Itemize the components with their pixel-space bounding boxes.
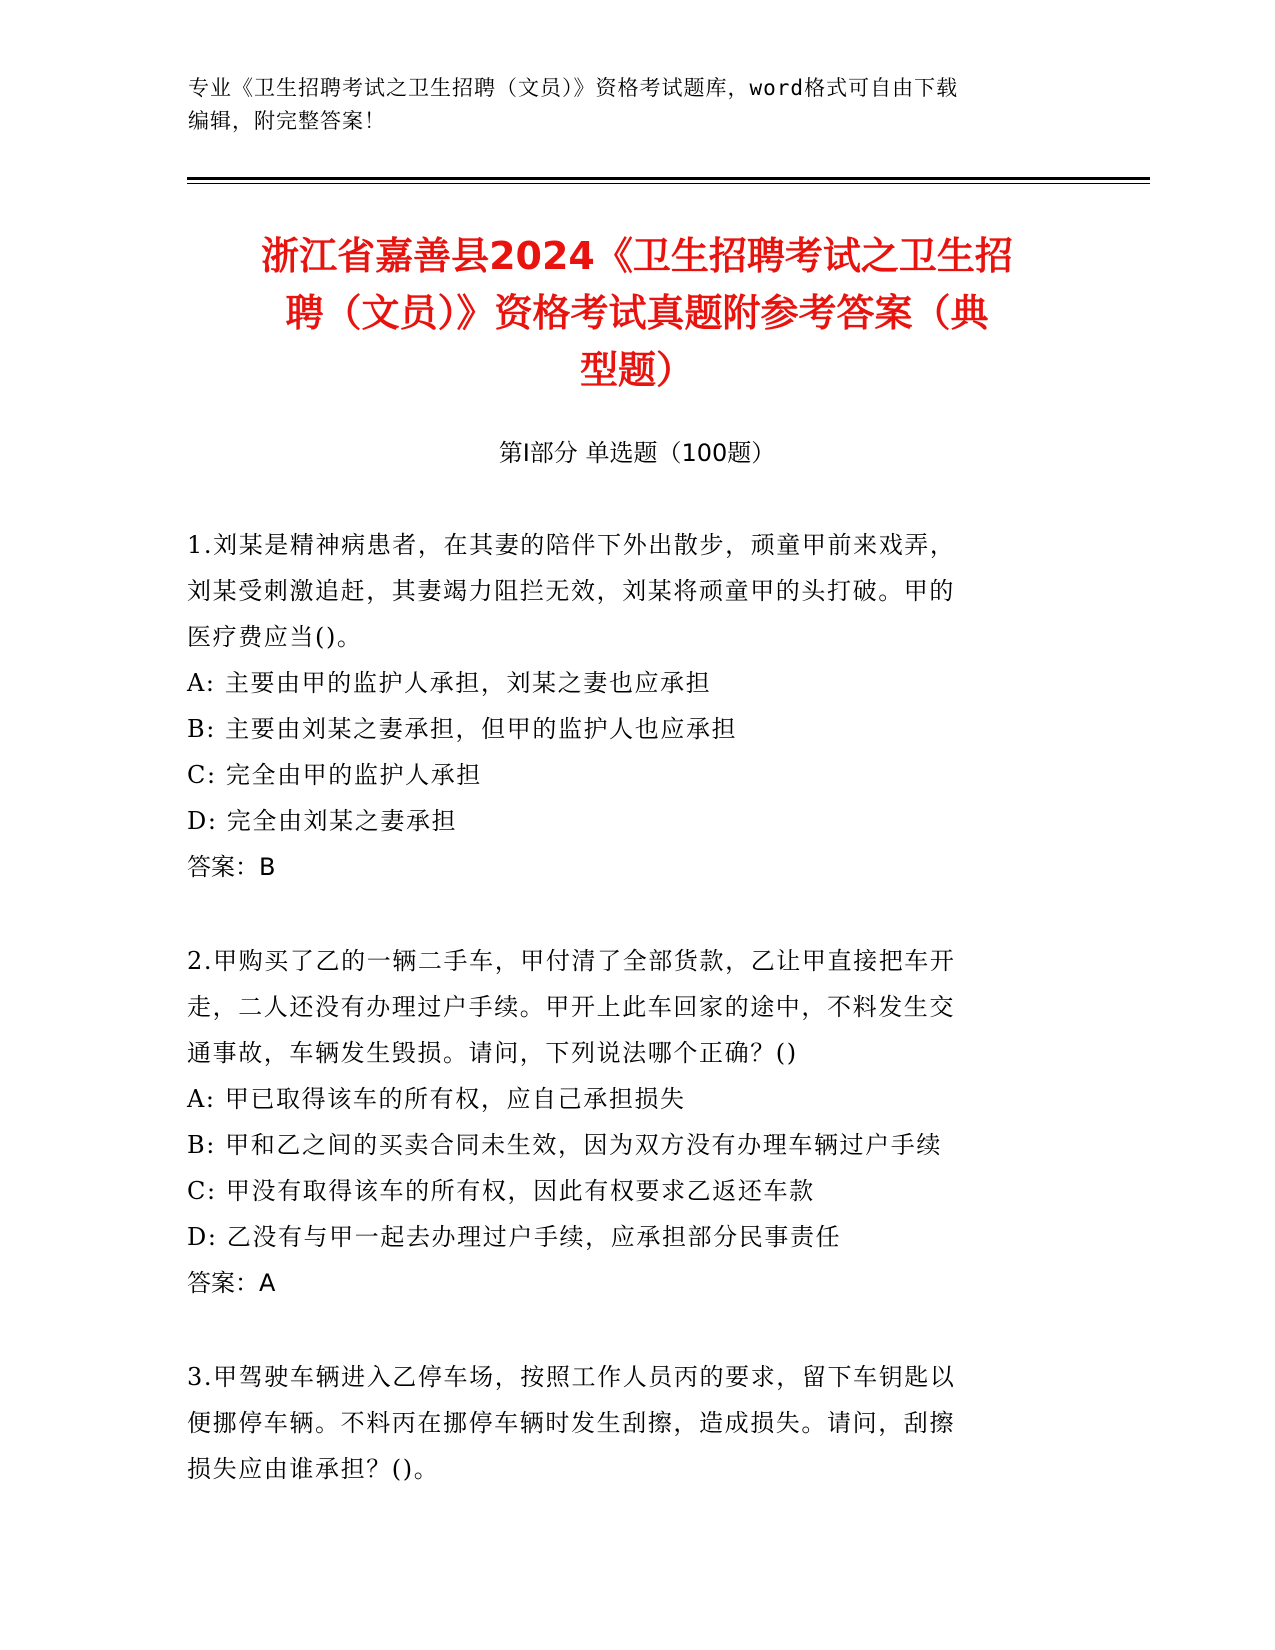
question-stem-line: 通事故，车辆发生毁损。请问，下列说法哪个正确？() [187,1039,798,1067]
document-title-line-3: 型题） [579,348,694,392]
option-a: A: 甲已取得该车的所有权，应自己承担损失 [187,1085,686,1113]
option-d: D: 乙没有与甲一起去办理过户手续，应承担部分民事责任 [187,1223,842,1251]
question-stem-line: 走，二人还没有办理过户手续。甲开上此车回家的途中，不料发生交 [187,993,955,1021]
document-title-line-2: 聘（文员）》资格考试真题附参考答案（典 [285,291,989,335]
question-stem-line: 损失应由谁承担？()。 [187,1455,440,1483]
question-stem-line: 2.甲购买了乙的一辆二手车，甲付清了全部货款，乙让甲直接把车开 [187,947,956,975]
document-title [187,228,1087,399]
question-2 [187,938,1087,1306]
question-stem-line: 医疗费应当()。 [187,623,363,651]
document-title-line-1: 浙江省嘉善县2024《卫生招聘考试之卫生招 [261,234,1013,278]
option-b: B: 主要由刘某之妻承担，但甲的监护人也应承担 [187,715,738,743]
option-b: B: 甲和乙之间的买卖合同未生效，因为双方没有办理车辆过户手续 [187,1131,942,1159]
header-divider-thick [187,177,1150,180]
option-c: C: 完全由甲的监护人承担 [187,761,482,789]
header-note-line-1: 专业《卫生招聘考试之卫生招聘（文员）》资格考试题库，word格式可自由下载 [188,76,959,100]
header-divider-thin [187,183,1150,184]
question-stem-line: 1.刘某是精神病患者，在其妻的陪伴下外出散步，顽童甲前来戏弄， [187,531,956,559]
header-note [188,72,1088,138]
question-stem-line: 3.甲驾驶车辆进入乙停车场，按照工作人员丙的要求，留下车钥匙以 [187,1363,956,1391]
option-c: C: 甲没有取得该车的所有权，因此有权要求乙返还车款 [187,1177,815,1205]
option-a: A: 主要由甲的监护人承担，刘某之妻也应承担 [187,669,712,697]
option-d: D: 完全由刘某之妻承担 [187,807,458,835]
question-3 [187,1354,1087,1492]
answer-label: 答案：A [187,1269,276,1297]
section-heading: 第I部分 单选题（100题） [498,439,776,467]
question-list [187,522,1087,1540]
header-note-line-2: 编辑，附完整答案！ [188,109,386,133]
answer-label: 答案：B [187,853,276,881]
question-1 [187,522,1087,890]
question-stem-line: 刘某受刺激追赶，其妻竭力阻拦无效，刘某将顽童甲的头打破。甲的 [187,577,955,605]
question-stem-line: 便挪停车辆。不料丙在挪停车辆时发生刮擦，造成损失。请问，刮擦 [187,1409,955,1437]
